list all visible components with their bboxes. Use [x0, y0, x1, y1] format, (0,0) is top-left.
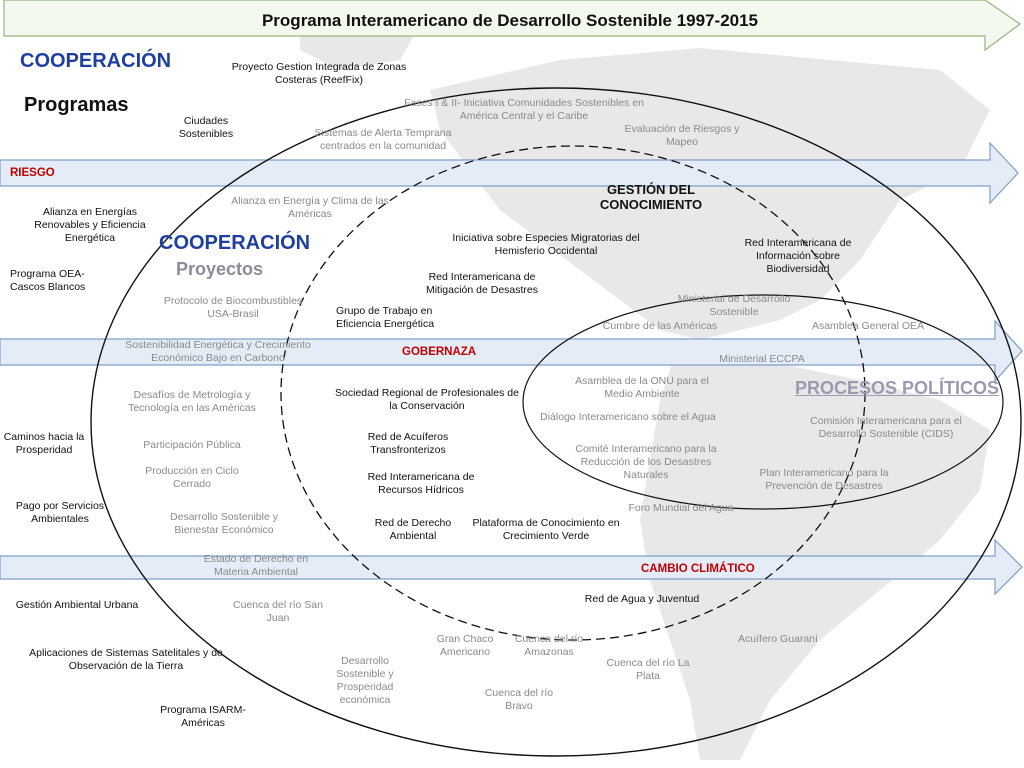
- item-red-recursos-hidricos: Red Interamericana de Recursos Hídricos: [367, 471, 475, 496]
- item-cuenca-bravo: Cuenca del río Bravo: [484, 687, 554, 712]
- item-foro-mundial-agua: Foro Mundial del Agua: [628, 502, 734, 514]
- item-red-derecho-ambiental: Red de Derecho Ambiental: [374, 517, 452, 542]
- item-gestion-ambiental-urbana: Gestión Ambiental Urbana: [15, 599, 139, 611]
- item-pago-servicios: Pago por Servicios Ambientales: [15, 500, 105, 525]
- item-alianza-energia-clima: Alianza en Energía y Clima de las Américas: [231, 195, 389, 220]
- item-asamblea-oea: Asamblea General OEA: [811, 320, 925, 332]
- item-cumbre-americas: Cumbre de las Américas: [602, 320, 718, 332]
- item-ciudades-sostenibles: Ciudades Sostenibles: [178, 115, 234, 140]
- item-aplicaciones-satelitales: Aplicaciones de Sistemas Satelitales y de Observación de la Tierra: [29, 647, 223, 672]
- label-proyectos: Proyectos: [176, 259, 264, 279]
- item-red-agua-juventud: Red de Agua y Juventud: [584, 593, 700, 605]
- band-label-cambio-climatico: CAMBIO CLIMÁTICO: [641, 563, 755, 575]
- band-label-gobernaza: GOBERNAZA: [402, 346, 477, 358]
- item-ministerial-eccpa: Ministerial ECCPA: [719, 353, 805, 365]
- page-title: Programa Interamericano de Desarrollo Sostenible 1997-2015: [261, 11, 759, 30]
- item-dialogo-agua: Diálogo Interamericano sobre el Agua: [540, 411, 716, 423]
- item-cuenca-la-plata: Cuenca del río La Plata: [606, 657, 690, 682]
- item-fases-iniciativa: Fases I & II- Iniciativa Comunidades Sostenibles en América Central y el Caribe: [404, 97, 644, 122]
- item-desafios-metrologia: Desafíos de Metrología y Tecnología en las Américas: [128, 389, 256, 414]
- label-gestion-conocimiento: GESTIÓN DEL CONOCIMIENTO: [599, 182, 703, 212]
- item-alianza-energias: Alianza en Energías Renovables y Eficiencia Energética: [34, 206, 146, 244]
- item-caminos-prosperidad: Caminos hacia la Prosperidad: [3, 431, 85, 456]
- item-sociedad-regional: Sociedad Regional de Profesionales de la Conservación: [335, 387, 519, 412]
- item-comision-cids: Comisión Interamericana para el Desarrollo Sostenible (CIDS): [810, 415, 962, 440]
- item-cuenca-san-juan: Cuenca del río San Juan: [233, 599, 323, 624]
- item-protocolo-biocombustibles: Protocolo de Biocombustibles USA-Brasil: [163, 295, 303, 320]
- item-grupo-eficiencia: Grupo de Trabajo en Eficiencia Energética: [336, 305, 435, 330]
- item-comite-desastres: Comité Interamericano para la Reducción de los Desastres Naturales: [575, 443, 717, 481]
- item-red-biodiversidad: Red Interamericana de Información sobre Biodiversidad: [744, 237, 852, 275]
- label-cooperacion-proyectos: COOPERACIÓN: [159, 232, 311, 254]
- item-plan-prevencion: Plan Interamericano para la Prevención de Desastres: [759, 467, 889, 492]
- item-red-mitigacion: Red Interamericana de Mitigación de Desastres: [425, 271, 539, 296]
- item-sistemas-alerta: Sistemas de Alerta Temprana centrados en la comunidad: [314, 127, 452, 152]
- item-desarrollo-bienestar: Desarrollo Sostenible y Bienestar Económico: [170, 511, 278, 536]
- item-ministerial-desarrollo: Ministerial de Desarrollo Sostenible: [677, 293, 791, 318]
- item-gran-chaco: Gran Chaco Americano: [436, 633, 494, 658]
- label-programas: Programas: [24, 94, 129, 116]
- label-cooperacion-programas: COOPERACIÓN: [20, 50, 172, 72]
- item-produccion-ciclo-cerrado: Producción en Ciclo Cerrado: [145, 465, 239, 490]
- label-procesos-politicos: PROCESOS POLÍTICOS: [795, 378, 1000, 398]
- item-evaluacion-riesgos: Evaluación de Riesgos y Mapeo: [624, 123, 740, 148]
- item-red-acuiferos: Red de Acuíferos Transfronterizos: [367, 431, 449, 456]
- item-programa-isarm: Programa ISARM-Américas: [160, 704, 246, 729]
- item-cuenca-amazonas: Cuenca del río Amazonas: [514, 633, 584, 658]
- item-acuifero-guarani: Acuífero Guaraní: [738, 633, 818, 645]
- item-especies-migratorias: Iniciativa sobre Especies Migratorias del Hemisferio Occidental: [452, 232, 640, 257]
- item-sostenibilidad-energetica: Sostenibilidad Energética y Crecimiento Económico Bajo en Carbono: [125, 339, 311, 364]
- item-desarrollo-prosperidad: Desarrollo Sostenible y Prosperidad económica: [336, 655, 394, 706]
- item-participacion-publica: Participación Pública: [143, 439, 241, 451]
- item-plataforma-conocimiento: Plataforma de Conocimiento en Crecimiento Verde: [472, 517, 620, 542]
- band-label-riesgo: RIESGO: [10, 167, 55, 179]
- item-estado-derecho: Estado de Derecho en Materia Ambiental: [203, 553, 309, 578]
- item-asamblea-onu: Asamblea de la ONU para el Medio Ambiente: [575, 375, 709, 400]
- item-proyecto-reeffix: Proyecto Gestion Integrada de Zonas Costeras (ReefFix): [231, 61, 407, 86]
- item-programa-oea-cascos: Programa OEA-Cascos Blancos: [10, 268, 86, 293]
